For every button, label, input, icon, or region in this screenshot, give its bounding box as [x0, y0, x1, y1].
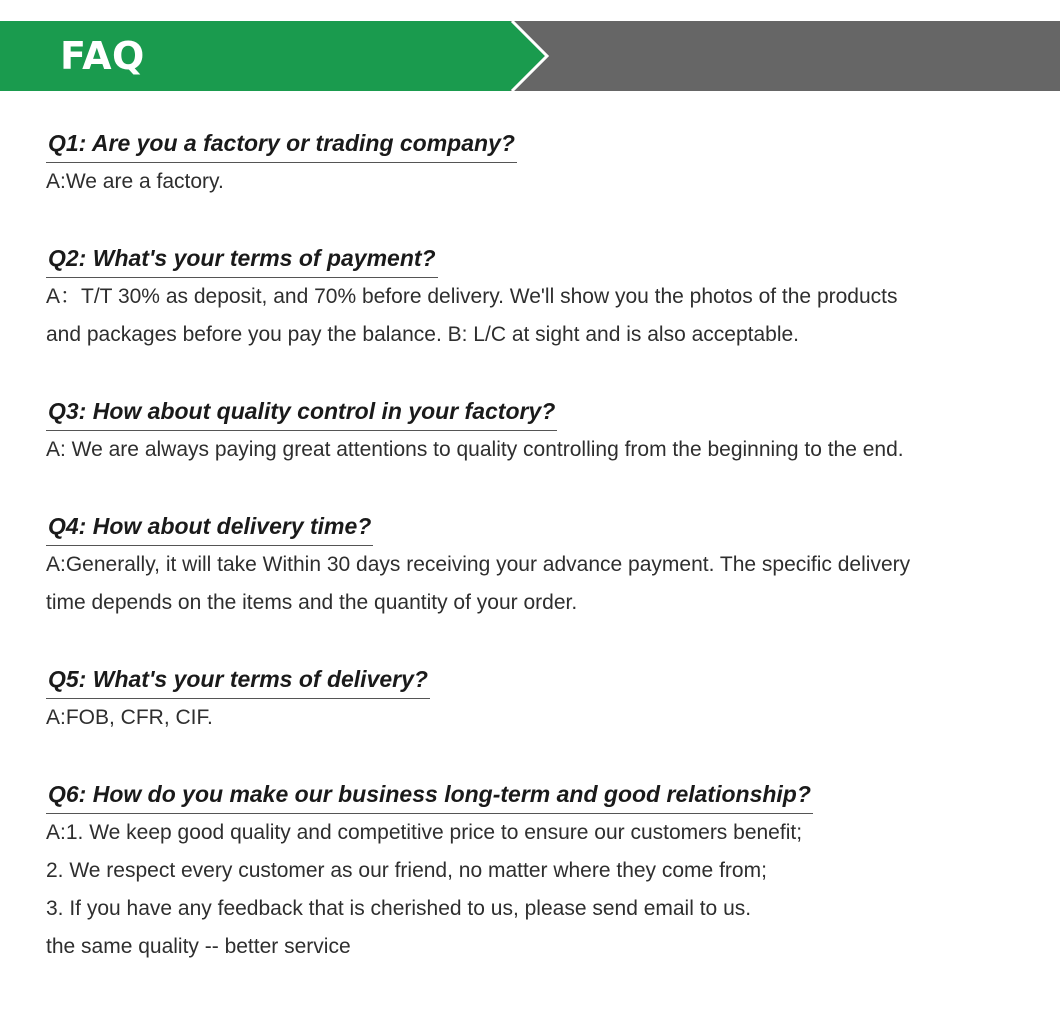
answer-line: A:Generally, it will take Within 30 days receiving your advance payment. The specific delivery [46, 553, 911, 576]
answer-line: A:1. We keep good quality and competitive price to ensure our customers benefit; [46, 821, 803, 844]
faq-question-3: Q3: How about quality control in your factory? [46, 392, 557, 431]
faq-answer-5 [46, 699, 1036, 737]
faq-answer-6 [46, 814, 1036, 966]
faq-answer-4 [46, 546, 1036, 622]
answer-line: 3. If you have any feedback that is cherished to us, please send email to us. [46, 897, 752, 920]
answer-line: the same quality -- better service [46, 935, 351, 958]
answer-line: time depends on the items and the quantity of your order. [46, 591, 578, 614]
faq-item-2 [46, 239, 1036, 354]
faq-item-5 [46, 660, 1036, 737]
faq-answer-2 [46, 278, 1036, 354]
faq-item-1 [46, 124, 1036, 201]
faq-answer-3 [46, 431, 1036, 469]
answer-line: and packages before you pay the balance. B: L/C at sight and is also acceptable. [46, 323, 799, 346]
faq-list [46, 124, 1036, 1004]
answer-line: A：T/T 30% as deposit, and 70% before delivery. We'll show you the photos of the products [46, 285, 898, 308]
faq-question-6: Q6: How do you make our business long-term and good relationship? [46, 775, 813, 814]
page-title: FAQ [60, 34, 145, 78]
banner-background [0, 21, 1060, 91]
faq-item-3 [46, 392, 1036, 469]
answer-line: A:We are a factory. [46, 170, 224, 193]
answer-line: A: We are always paying great attentions to quality controlling from the beginning to the end. [46, 438, 904, 461]
answer-line: 2. We respect every customer as our friend, no matter where they come from; [46, 859, 767, 882]
faq-answer-1 [46, 163, 1036, 201]
faq-question-2: Q2: What's your terms of payment? [46, 239, 438, 278]
faq-item-4 [46, 507, 1036, 622]
answer-line: A:FOB, CFR, CIF. [46, 706, 213, 729]
faq-question-5: Q5: What's your terms of delivery? [46, 660, 430, 699]
faq-question-4: Q4: How about delivery time? [46, 507, 373, 546]
faq-banner [0, 21, 1060, 91]
faq-question-1: Q1: Are you a factory or trading company? [46, 124, 517, 163]
faq-item-6 [46, 775, 1036, 966]
